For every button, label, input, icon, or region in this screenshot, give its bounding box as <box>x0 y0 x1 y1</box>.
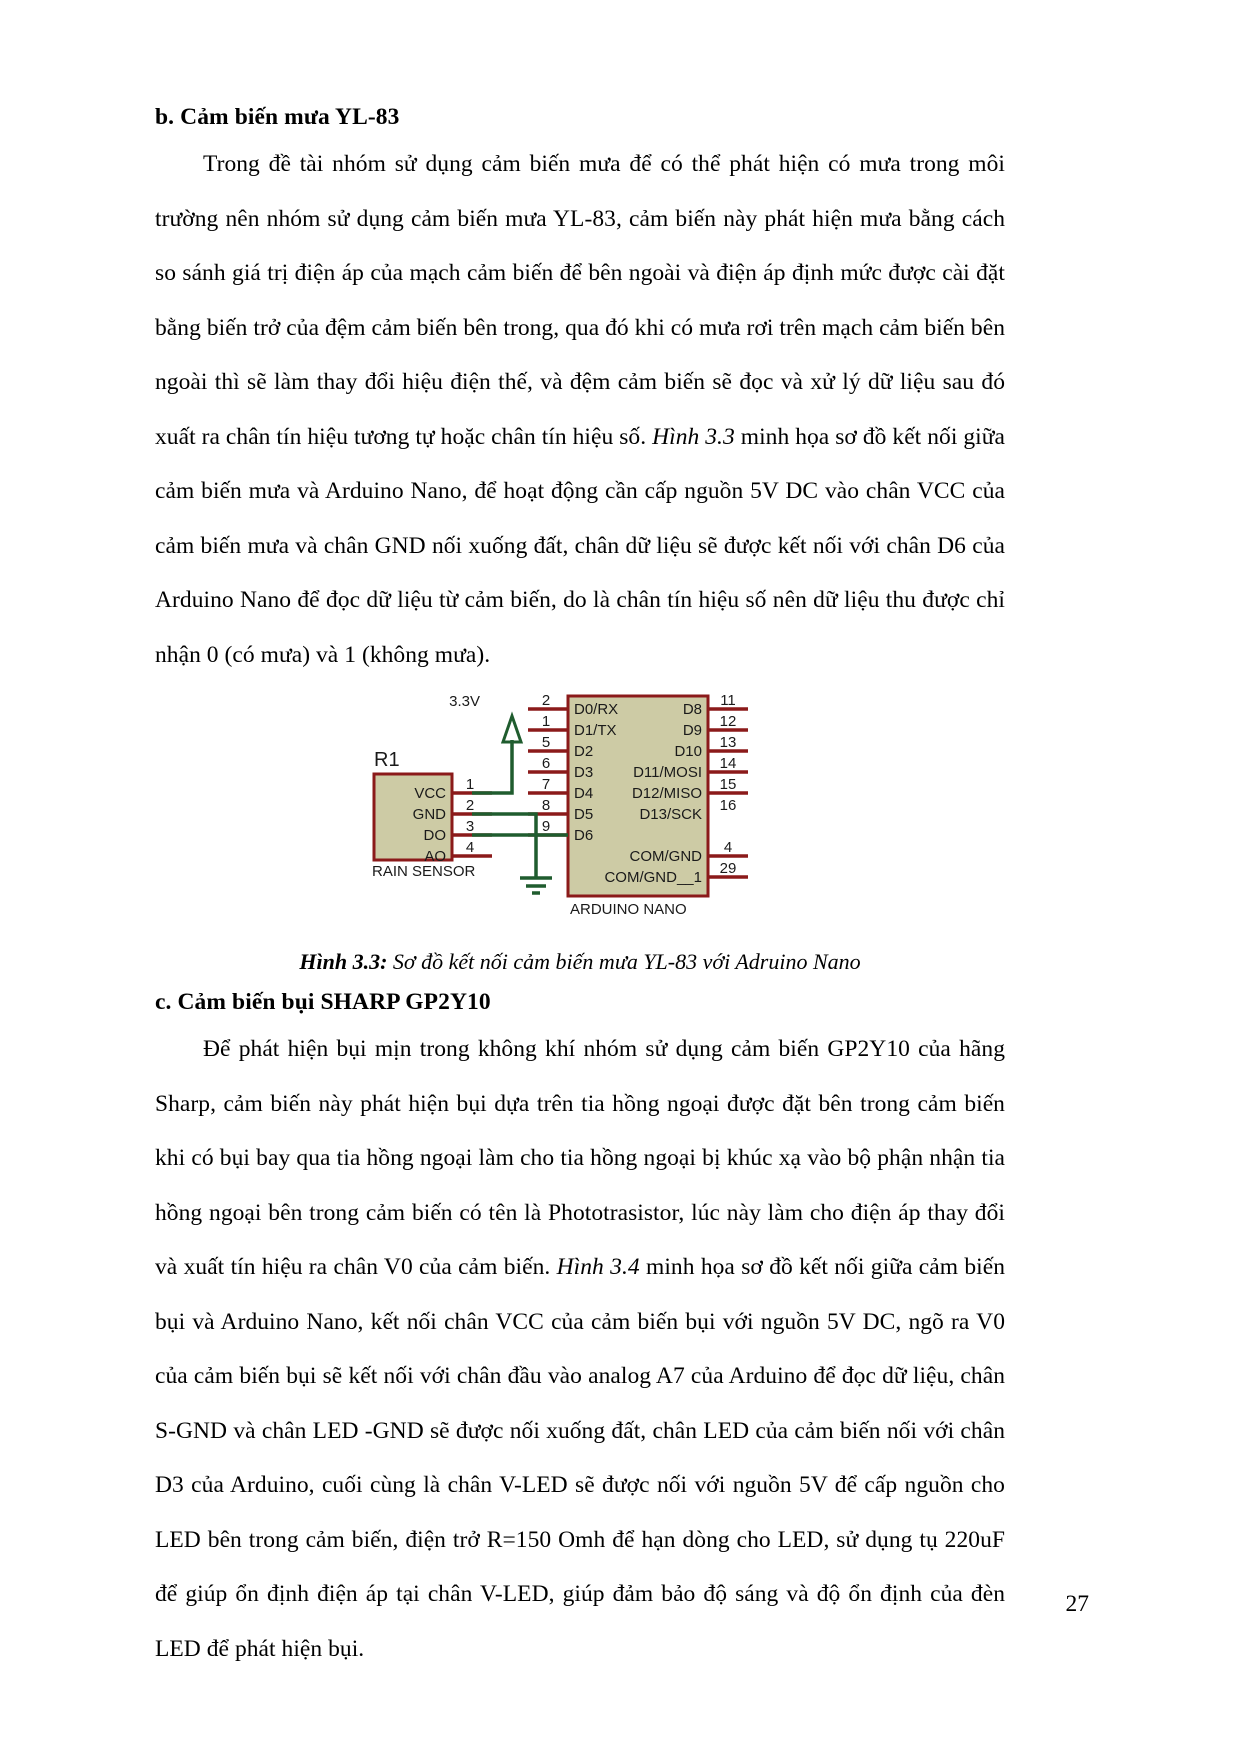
mcu-bottom-pin-label-1: COM/GND__1 <box>604 869 702 886</box>
sensor-pin-label-0: VCC <box>414 785 446 802</box>
figure-caption-label: Hình 3.3: <box>299 949 388 974</box>
sensor-pin-label-2: DO <box>423 827 446 844</box>
mcu-right-pin-num-1: 12 <box>719 713 737 730</box>
section-heading-c: c. Cảm biến bụi SHARP GP2Y10 <box>155 989 491 1015</box>
mcu-right-pin-num-2: 13 <box>719 734 737 751</box>
mcu-left-pin-num-3: 6 <box>541 755 551 772</box>
figure-ref-3-4: Hình 3.4 <box>556 1254 640 1280</box>
mcu-left-pin-num-0: 2 <box>541 692 551 709</box>
figure-caption-3-3 <box>155 949 1005 975</box>
mcu-right-pin-label-3: D11/MOSI <box>633 764 702 781</box>
sensor-pin-num-0: 1 <box>465 776 475 793</box>
paragraph-dust-tail: minh họa sơ đồ kết nối giữa cảm biến bụi và Arduino Nano, kết nối chân VCC của cảm biến bụi với nguồn 5V DC, ngõ ra V0 của cảm biến bụi sẽ kết nối với chân đầu vào analog A7 của Arduino để đọc dữ liệu, chân S-GND và chân LED -GND sẽ được nối xuống đất, chân LED của cảm biến nối với chân D3 của Arduino, cuối cùng là chân V-LED sẽ được nối với nguồn 5V để cấp nguồn cho LED bên trong cảm biến, điện trở R=150 Omh để hạn dòng cho LED, sử dụng tụ 220uF để giúp ổn định điện áp tại chân V-LED, giúp đảm bảo độ sáng và độ ổn định của đèn LED để phát hiện bụi. <box>155 1254 1005 1662</box>
paragraph-rain-lead: Trong đề tài nhóm sử dụng cảm biến mưa để có thể phát hiện có mưa trong môi trường nên nhóm sử dụng cảm biến mưa YL-83, cảm biến này phát hiện mưa bằng cách so sánh giá trị điện áp của mạch cảm biến để bên ngoài và điện áp định mức được cài đặt bằng biến trở của đệm cảm biến bên trong, qua đó khi có mưa rơi trên mạch cảm biến bên ngoài thì sẽ làm thay đổi hiệu điện thế, và đệm cảm biến sẽ đọc và xử lý dữ liệu sau đó xuất ra chân tín hiệu tương tự hoặc chân tín hiệu số. <box>155 151 1005 450</box>
mcu-right-pin-label-4: D12/MISO <box>631 785 702 802</box>
label-sensor-name: RAIN SENSOR <box>372 863 476 880</box>
mcu-right-pin-label-5: D13/SCK <box>639 806 702 823</box>
mcu-bottom-pin-num-0: 4 <box>723 839 733 856</box>
paragraph-rain-tail: minh họa sơ đồ kết nối giữa cảm biến mưa và Arduino Nano, để hoạt động cần cấp nguồn 5V DC vào chân VCC của cảm biến mưa và chân GND nối xuống đất, chân dữ liệu sẽ được kết nối với chân D6 của Arduino Nano để đọc dữ liệu từ cảm biến, do là chân tín hiệu số nên dữ liệu thu được chỉ nhận 0 (có mưa) và 1 (không mưa). <box>155 423 1005 668</box>
paragraph-rain-sensor <box>155 137 1005 682</box>
mcu-left-pin-label-5: D5 <box>574 806 594 823</box>
paragraph-dust-lead: Để phát hiện bụi mịn trong không khí nhóm sử dụng cảm biến GP2Y10 của hãng Sharp, cảm biến này phát hiện bụi dựa trên tia hồng ngoại được đặt bên trong cảm biến khi có bụi bay qua tia hồng ngoại làm cho tia hồng ngoại bị khúc xạ vào bộ phận nhận tia hồng ngoại bên trong cảm biến có tên là Phototrasistor, lúc này làm cho điện áp thay đổi và xuất tín hiệu ra chân V0 của cảm biến. <box>155 1036 1005 1280</box>
sensor-pin-num-3: 4 <box>465 839 475 856</box>
sensor-pin-num-2: 3 <box>465 818 475 835</box>
mcu-right-pin-num-3: 14 <box>719 755 737 772</box>
mcu-right-pin-label-0: D8 <box>682 701 702 718</box>
mcu-right-pin-label-1: D9 <box>682 722 702 739</box>
mcu-bottom-pin-num-1: 29 <box>719 860 737 877</box>
schematic-rain-sensor-arduino <box>360 692 800 937</box>
sensor-pin-num-1: 2 <box>465 797 475 814</box>
page-number: 27 <box>1065 1591 1089 1617</box>
mcu-left-pin-num-6: 9 <box>541 818 551 835</box>
label-sensor-ref: R1 <box>374 749 400 771</box>
mcu-left-pin-label-1: D1/TX <box>574 722 617 739</box>
mcu-left-pin-label-6: D6 <box>574 827 594 844</box>
page-content <box>155 104 1005 1676</box>
mcu-left-pin-num-2: 5 <box>541 734 551 751</box>
label-mcu-name: ARDUINO NANO <box>570 901 687 918</box>
mcu-left-pin-num-1: 1 <box>541 713 551 730</box>
sensor-pin-label-3: AO <box>424 848 446 865</box>
mcu-left-pin-label-3: D3 <box>574 764 594 781</box>
power-rail-3v3-icon <box>503 716 521 742</box>
mcu-right-pin-num-4: 15 <box>719 776 737 793</box>
mcu-right-pin-label-2: D10 <box>674 743 702 760</box>
ground-symbol-icon <box>520 878 552 893</box>
mcu-left-pin-num-4: 7 <box>541 776 551 793</box>
mcu-left-pin-label-4: D4 <box>574 785 594 802</box>
sensor-pin-label-1: GND <box>412 806 446 823</box>
paragraph-dust-sensor <box>155 1022 1005 1676</box>
mcu-bottom-pin-label-0: COM/GND <box>629 848 702 865</box>
mcu-left-pin-label-2: D2 <box>574 743 594 760</box>
section-heading-b: b. Cảm biến mưa YL-83 <box>155 104 400 130</box>
mcu-left-pin-num-5: 8 <box>541 797 551 814</box>
mcu-right-pin-num-5: 16 <box>719 797 737 814</box>
figure-3-3 <box>155 692 1005 937</box>
figure-ref-3-3: Hình 3.3 <box>652 423 735 450</box>
mcu-right-pin-num-0: 11 <box>720 692 736 709</box>
figure-caption-text: Sơ đồ kết nối cảm biến mưa YL-83 với Adruino Nano <box>387 949 861 974</box>
label-3v3: 3.3V <box>449 693 480 710</box>
mcu-left-pin-label-0: D0/RX <box>574 701 619 718</box>
